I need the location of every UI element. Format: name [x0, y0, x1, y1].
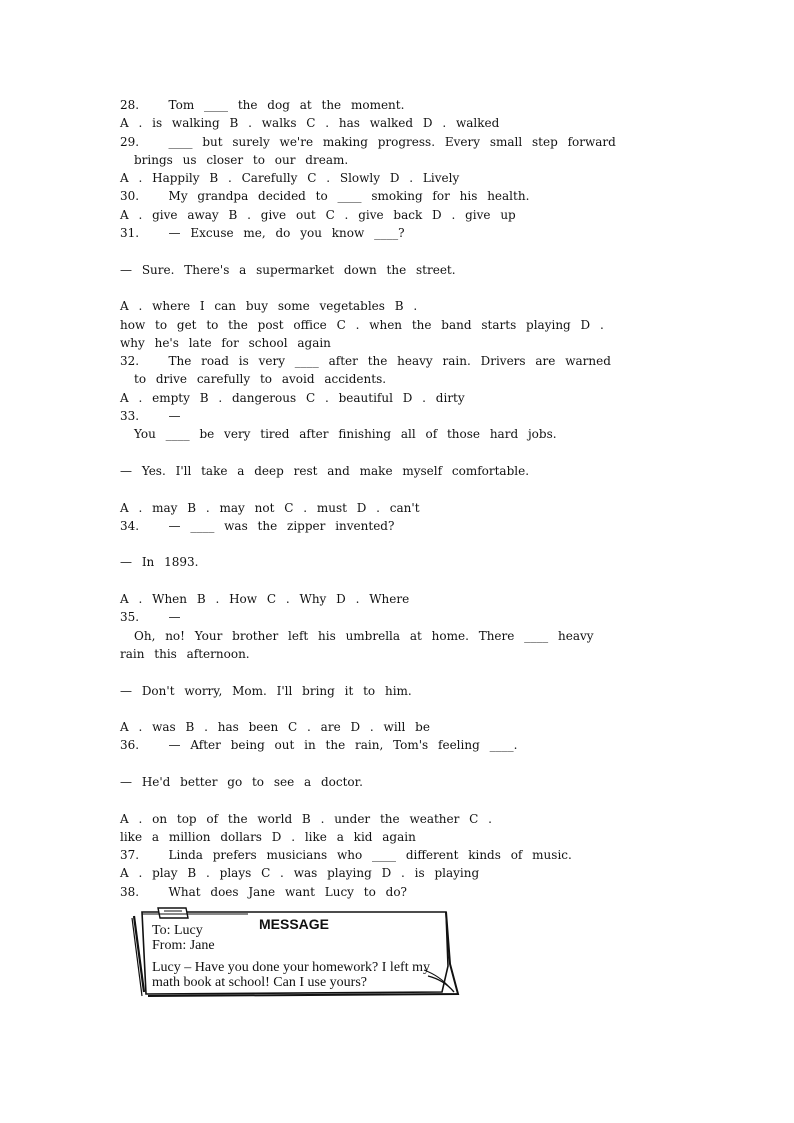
- question-35-stem-cont2: rain this afternoon.: [120, 646, 250, 661]
- question-31-options-2: how to get to the post office C . when the band starts playing D .: [120, 317, 604, 332]
- question-34-stem: 34. — ____ was the zipper invented?: [120, 518, 395, 533]
- question-33-stem-cont: You ____ be very tired after finishing all of those hard jobs.: [134, 427, 557, 442]
- message-note-to: To: Lucy: [152, 923, 203, 938]
- question-36-options-1: A . on top of the world B . under the weather C .: [120, 811, 492, 826]
- question-28-options: A . is walking B . walks C . has walked D . walked: [120, 116, 500, 131]
- question-32-stem-cont: to drive carefully to avoid accidents.: [134, 372, 387, 387]
- question-34-reply: — In 1893.: [120, 555, 199, 570]
- question-36-options-2: like a million dollars D . like a kid again: [120, 829, 416, 844]
- message-note-from: From: Jane: [152, 938, 215, 953]
- question-31-stem: 31. — Excuse me, do you know ____?: [120, 226, 405, 241]
- question-list: [120, 96, 690, 901]
- question-37-stem: 37. Linda prefers musicians who ____ different kinds of music.: [120, 848, 572, 863]
- question-29-stem-cont: brings us closer to our dream.: [134, 152, 349, 167]
- message-note-body-line1: Lucy – Have you done your homework? I left my: [152, 960, 430, 975]
- message-note-image: [128, 906, 460, 998]
- question-33-reply: — Yes. I'll take a deep rest and make myself comfortable.: [120, 463, 530, 478]
- question-33-stem: 33. —: [120, 409, 181, 424]
- message-note-body-line2: math book at school! Can I use yours?: [152, 975, 368, 990]
- question-35-stem: 35. —: [120, 610, 181, 625]
- question-31-reply: — Sure. There's a supermarket down the street.: [120, 262, 456, 277]
- question-37-options: A . play B . plays C . was playing D . is playing: [120, 866, 480, 881]
- question-28-stem: 28. Tom ____ the dog at the moment.: [120, 98, 405, 112]
- question-36-reply: — He'd better go to see a doctor.: [120, 774, 363, 789]
- question-32-stem: 32. The road is very ____ after the heavy rain. Drivers are warned: [120, 354, 611, 369]
- question-38-stem: 38. What does Jane want Lucy to do?: [120, 884, 407, 899]
- question-31-options-3: why he's late for school again: [120, 335, 331, 350]
- question-35-reply: — Don't worry, Mom. I'll bring it to him.: [120, 683, 412, 698]
- question-29-options: A . Happily B . Carefully C . Slowly D . Lively: [120, 171, 460, 186]
- message-note-title: MESSAGE: [259, 916, 330, 932]
- question-30-options: A . give away B . give out C . give back D . give up: [120, 207, 516, 222]
- question-35-stem-cont: Oh, no! Your brother left his umbrella at home. There ____ heavy: [134, 628, 594, 643]
- question-34-options: A . When B . How C . Why D . Where: [120, 592, 410, 607]
- question-35-options: A . was B . has been C . are D . will be: [120, 720, 430, 735]
- question-30-stem: 30. My grandpa decided to ____ smoking for his health.: [120, 189, 530, 204]
- question-31-options-1: A . where I can buy some vegetables B .: [120, 299, 418, 314]
- question-29-stem: 29. ____ but surely we're making progress. Every small step forward: [120, 134, 616, 149]
- question-32-options: A . empty B . dangerous C . beautiful D . dirty: [120, 390, 465, 405]
- question-33-options: A . may B . may not C . must D . can't: [120, 500, 420, 515]
- question-36-stem: 36. — After being out in the rain, Tom's feeling ____.: [120, 738, 518, 753]
